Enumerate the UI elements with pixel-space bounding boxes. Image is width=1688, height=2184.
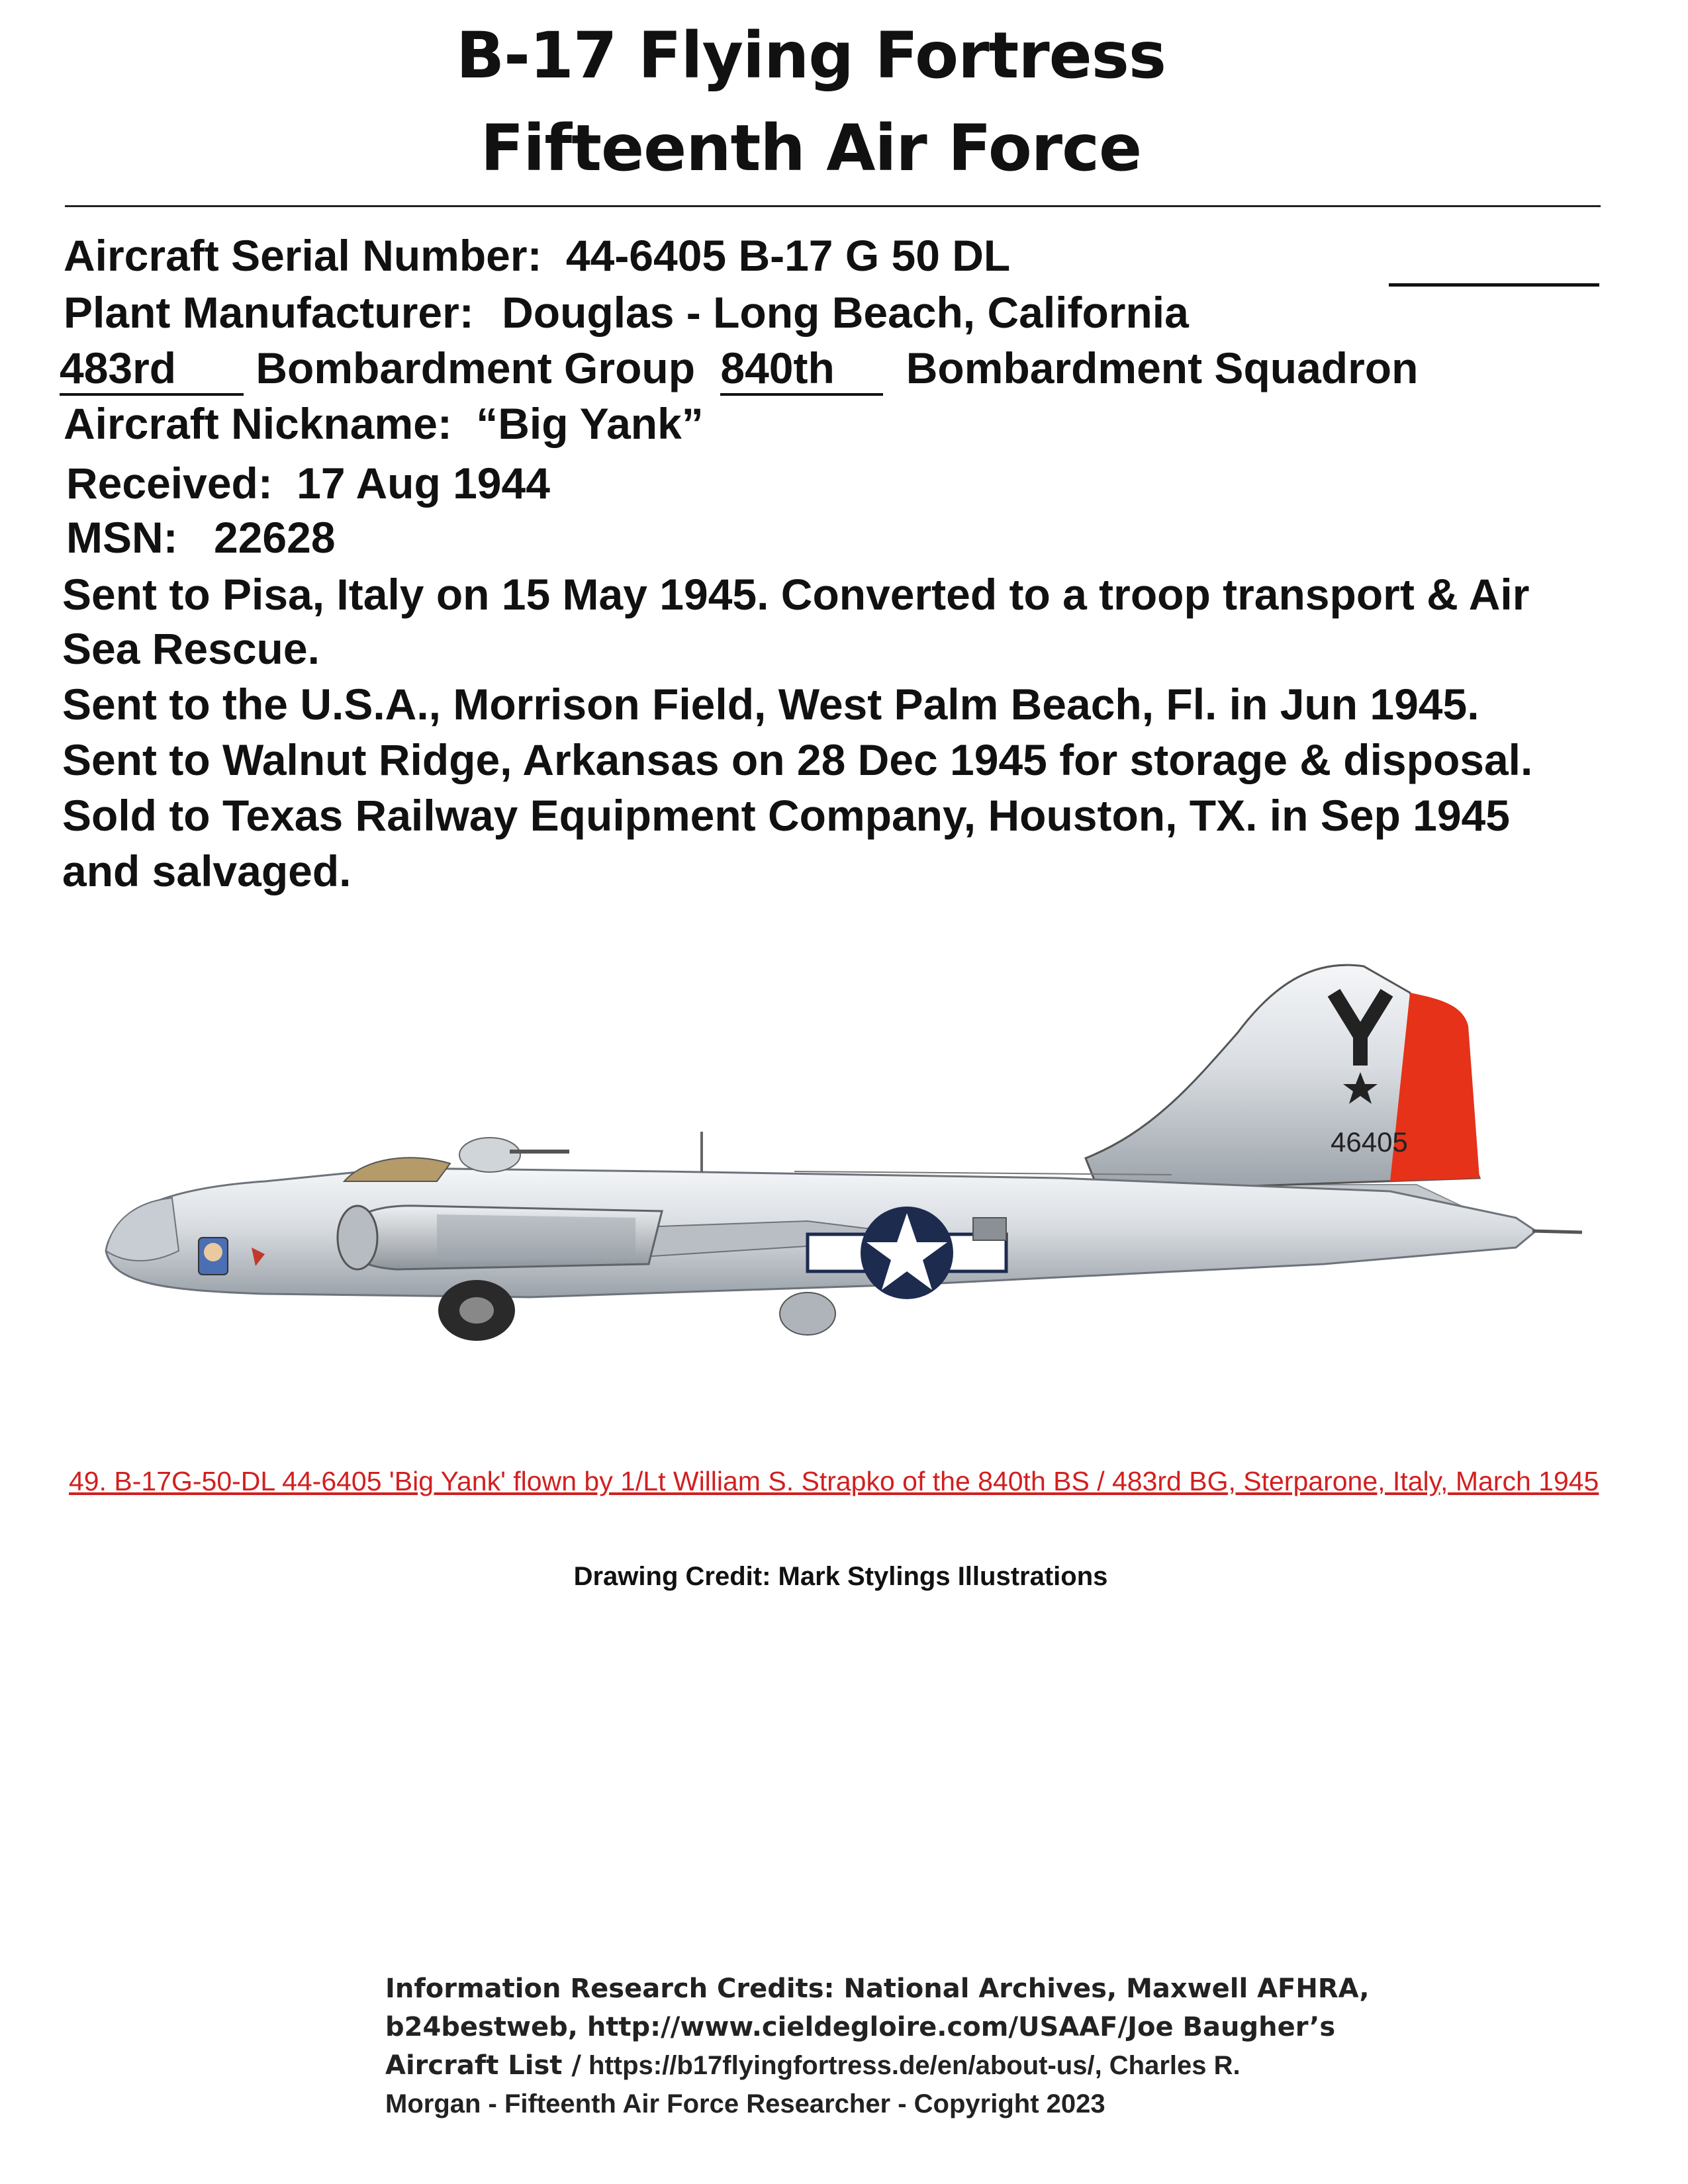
research-line xyxy=(385,2046,1370,2085)
nickname-label: Aircraft Nickname: xyxy=(64,399,452,448)
serial-label: Aircraft Serial Number: xyxy=(64,231,542,280)
page-title: B-17 Flying Fortress xyxy=(455,19,1166,93)
squadron-label: Bombardment Squadron xyxy=(906,343,1419,392)
nickname-value: “Big Yank” xyxy=(476,399,704,448)
nickname-row xyxy=(64,398,704,449)
manufacturer-value: Douglas - Long Beach, California xyxy=(502,288,1189,337)
squadron-value: 840th xyxy=(720,343,883,396)
unit-row xyxy=(60,343,1418,396)
msn-row xyxy=(66,512,336,563)
page-subtitle: Fifteenth Air Force xyxy=(480,111,1142,185)
research-line: b24bestweb, http://www.cieldegloire.com/USAAF/Joe Baugher’s xyxy=(385,2012,1336,2042)
research-line-part: Aircraft List / xyxy=(385,2050,581,2081)
received-value: 17 Aug 1944 xyxy=(297,459,550,508)
manufacturer-row xyxy=(64,287,1189,338)
research-line: Morgan - Fifteenth Air Force Researcher - Copyright 2023 xyxy=(385,2089,1105,2118)
research-credits xyxy=(385,1970,1370,2123)
history-line: Sent to Walnut Ridge, Arkansas on 28 Dec 1945 for storage & disposal. xyxy=(62,735,1533,784)
blank-line xyxy=(1389,283,1599,287)
serial-row xyxy=(64,230,1010,281)
research-line-part: https://b17flyingfortress.de/en/about-us/, Charles R. xyxy=(581,2051,1241,2080)
msn-label: MSN: xyxy=(66,513,178,562)
research-line: Information Research Credits: National Archives, Maxwell AFHRA, xyxy=(385,1974,1370,2004)
msn-value: 22628 xyxy=(214,513,336,562)
history-line: and salvaged. xyxy=(62,846,352,895)
b17-aircraft-illustration xyxy=(66,953,1628,1416)
drawing-credit: Drawing Credit: Mark Stylings Illustrations xyxy=(573,1562,1108,1591)
history-line: Sent to Pisa, Italy on 15 May 1945. Converted to a troop transport & Air xyxy=(62,570,1530,619)
history-line: Sold to Texas Railway Equipment Company, Houston, TX. in Sep 1945 xyxy=(62,791,1510,840)
history-line: Sea Rescue. xyxy=(62,624,320,673)
manufacturer-label: Plant Manufacturer: xyxy=(64,288,474,337)
tail-number: 46405 xyxy=(1331,1126,1408,1158)
history-line: Sent to the U.S.A., Morrison Field, West Palm Beach, Fl. in Jun 1945. xyxy=(62,680,1479,729)
group-value: 483rd xyxy=(60,343,244,396)
group-label: Bombardment Group xyxy=(256,343,696,392)
received-row xyxy=(66,458,550,508)
received-label: Received: xyxy=(66,459,273,508)
illustration-caption: 49. B-17G-50-DL 44-6405 'Big Yank' flown by 1/Lt William S. Strapko of the 840th BS / 483rd BG, Sterparone, Italy, March 1945 xyxy=(69,1466,1599,1496)
title-divider xyxy=(65,205,1601,207)
serial-value: 44-6405 B-17 G 50 DL xyxy=(565,231,1011,280)
